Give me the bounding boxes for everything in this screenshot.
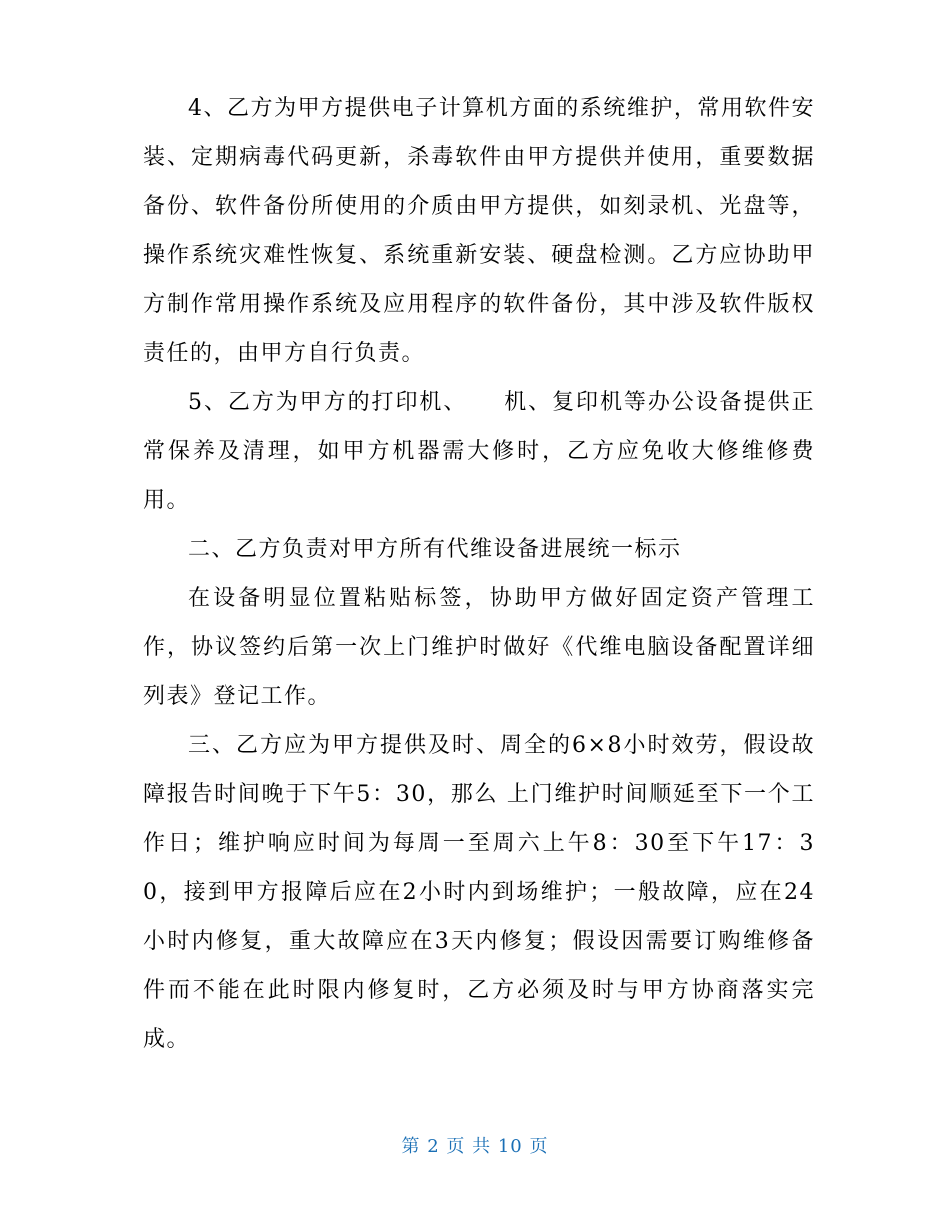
paragraph-item-4: 4、乙方为甲方提供电子计算机方面的系统维护，常用软件安装、定期病毒代码更新，杀毒软件由甲方提供并使用，重要数据备份、软件备份所使用的介质由甲方提供，如刻录机、光盘等，操作系统灾难性恢复、系统重新安装、硬盘检测。乙方应协助甲方制作常用操作系统及应用程序的软件备份，其中涉及软件版权责任的，由甲方自行负责。 — [143, 96, 815, 366]
paragraph-item-5: 5、乙方为甲方的打印机、 机、复印机等办公设备提供正常保养及清理，如甲方机器需大修时，乙方应免收大修维修费用。 — [143, 390, 815, 513]
page-number-footer: 第 2 页 共 10 页 — [401, 1136, 549, 1157]
section-heading-2: 二、乙方负责对甲方所有代维设备进展统一标示 — [188, 537, 682, 562]
paragraph-labeling: 在设备明显位置粘贴标签，协助甲方做好固定资产管理工作，协议签约后第一次上门维护时做好《代维电脑设备配置详细列表》登记工作。 — [143, 586, 815, 709]
section-3-paragraph: 三、乙方应为甲方提供及时、周全的6×8小时效劳，假设故障报告时间晚于下午5：30，那么 上门维护时间顺延至下一个工作日；维护响应时间为每周一至周六上午8：30至下午17：30，接到甲方报障后应在2小时内到场维护；一般故障，应在24小时内修复，重大故障应在3天内修复；假设因需要订购维修备件而不能在此时限内修复时，乙方必须及时与甲方协商落实完成。 — [143, 733, 815, 1052]
document-body — [143, 84, 815, 1064]
